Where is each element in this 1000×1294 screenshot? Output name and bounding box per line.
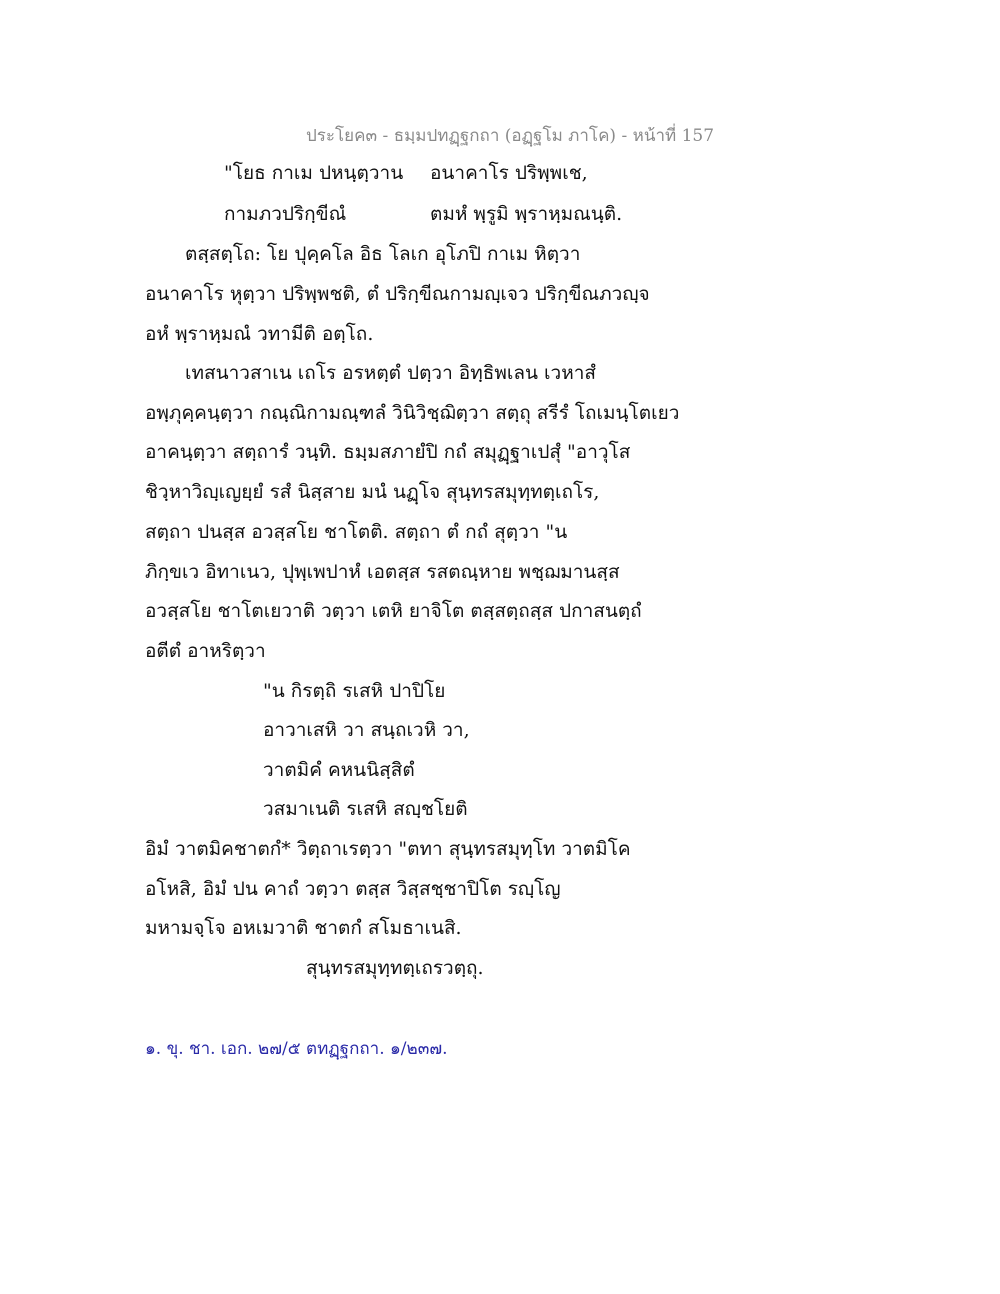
para2-line-4: ชิวฺหาวิญฺเญยฺยํ รสํ นิสฺสาย มนํ นฏฺโจ สุนฺทรสมุทฺทตฺเถโร, [145, 481, 600, 503]
verse1-line-1-left: "โยธ กาเม ปหนฺตฺวาน [224, 162, 404, 184]
para1-line-2: อนาคาโร หุตฺวา ปริพฺพชติ, ตํ ปริกฺขีณกามญฺเจว ปริกฺขีณภวญฺจ [145, 283, 650, 305]
story-closing-title: สุนฺทรสมุทฺทตฺเถรวตฺถุ. [306, 957, 484, 979]
footnote: ๑. ขุ. ชา. เอก. ๒๗/๕ ตทฏฺฐกถา. ๑/๒๓๗. [145, 1039, 448, 1059]
verse1-line-1 [224, 159, 588, 187]
para2-line-2: อพฺภุคฺคนฺตฺวา กณฺณิกามณฺฑลํ วินิวิชฺฌิตฺวา สตฺถุ สรีรํ โถเมนฺโตเยว [145, 402, 680, 424]
verse1-line-1-right: อนาคาโร ปริพฺพเช, [430, 162, 588, 184]
verse2-line-2: อาวาเสหิ วา สนฺถเวหิ วา, [263, 719, 470, 741]
verse1-line-2-right: ตมหํ พฺรูมิ พฺราหฺมณนฺติ. [430, 203, 623, 225]
para2-line-8: อตีตํ อาหริตฺวา [145, 640, 266, 662]
para2-line-3: อาคนฺตฺวา สตฺถารํ วนฺทิ. ธมฺมสภายํปิ กถํ สมุฏฺฐาเปสุํ "อาวุโส [145, 441, 631, 463]
verse2-line-1: "น กิรตฺถิ รเสหิ ปาปิโย [263, 680, 446, 702]
para3-line-2: อโหสิ, อิมํ ปน คาถํ วตฺวา ตสฺส วิสฺสชฺชาปิโต รญฺโญ [145, 878, 561, 900]
para2-line-7: อวสฺสโย ชาโตเยวาติ วตฺวา เตหิ ยาจิโต ตสฺสตฺถสฺส ปกาสนตฺถํ [145, 600, 642, 622]
verse2-line-4: วสมาเนติ รเสหิ สญฺชโยติ [263, 798, 468, 820]
para3-line-3: มหามจฺโจ อหเมวาติ ชาตกํ สโมธาเนสิ. [145, 917, 462, 939]
para2-line-1: เทสนาวสาเน เถโร อรหตฺตํ ปตฺวา อิทฺธิพเลน เวหาสํ [185, 362, 596, 384]
verse1-line-2-left: กามภวปริกฺขีณํ [224, 203, 347, 225]
para1-line-3: อหํ พฺราหฺมณํ วทามีติ อตฺโถ. [145, 323, 374, 345]
para3-line-1: อิมํ วาตมิคชาตกํ* วิตฺถาเรตฺวา "ตทา สุนฺทรสมุทฺโท วาตมิโค [145, 838, 631, 860]
para2-line-6: ภิกฺขเว อิทาเนว, ปุพฺเพปาหํ เอตสฺส รสตณฺหาย พชฺฌมานสฺส [145, 561, 620, 583]
verse1-line-2 [224, 200, 623, 228]
para2-line-5: สตฺถา ปนสฺส อวสฺสโย ชาโตติ. สตฺถา ตํ กถํ สุตฺวา "น [145, 521, 568, 543]
page-header: ประโยค๓ - ธมฺมปทฏฺฐกถา (อฏฺฐโม ภาโค) - หน้าที่ 157 [306, 126, 715, 146]
para1-line-1: ตสฺสตฺโถ: โย ปุคฺคโล อิธ โลเก อุโภปิ กาเม หิตฺวา [185, 243, 581, 265]
verse2-line-3: วาตมิคํ คหนนิสฺสิตํ [263, 759, 415, 781]
